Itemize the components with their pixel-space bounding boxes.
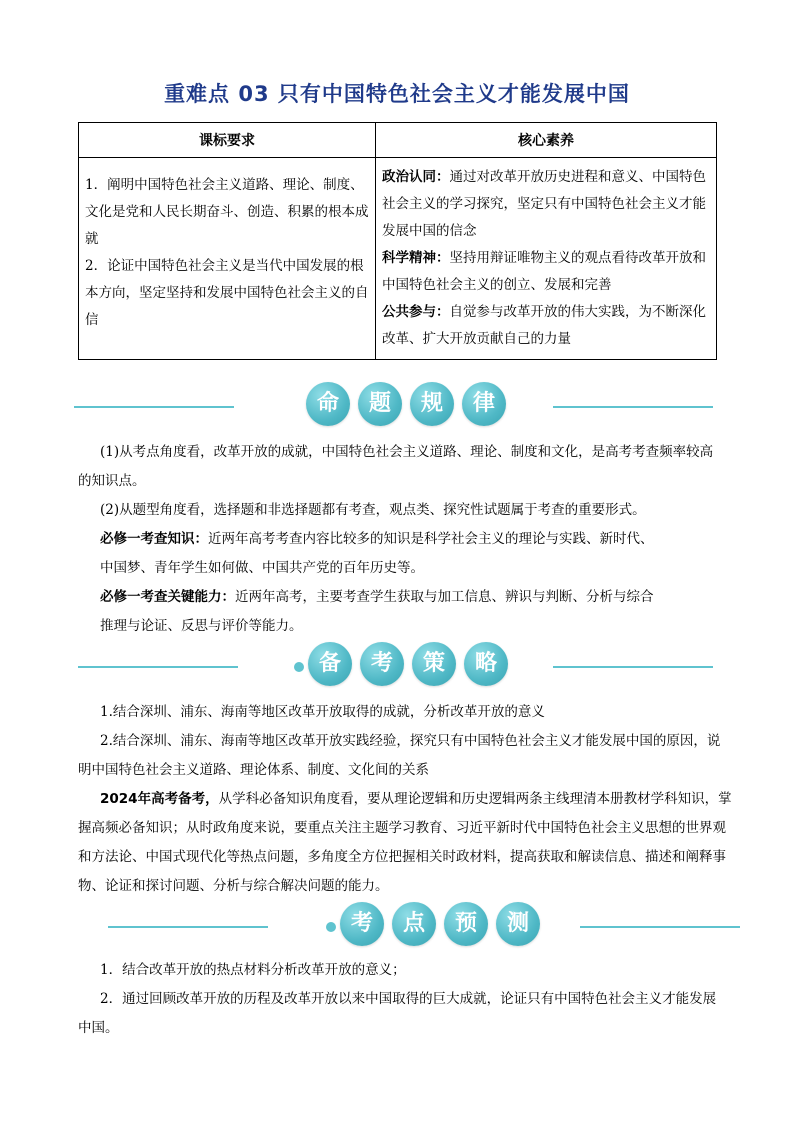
paragraph: 从学科必备知识角度看，要从理论逻辑和历史逻辑两条主线理清本册教材学科知识，掌握高频必备知识；从时政角度来说，要重点关注主题学习教育、习近平新时代中国特色社会主义思想的世界观和方法论、中国式现代化等热点问题，多角度全方位把握相关时政材料，提高获取和解读信息、描述和阐释事物、论证和探讨问题、分析与综合解决问题的能力。 — [78, 791, 732, 894]
standards-table — [78, 122, 717, 360]
literacy-item — [382, 245, 710, 299]
section-exam-pattern-body — [78, 438, 720, 641]
requirement-item: 2．论证中国特色社会主义是当代中国发展的根本方向，坚定坚持和发展中国特色社会主义的自信 — [85, 258, 369, 328]
section-prep-strategy-body — [78, 698, 732, 901]
paragraph: 推理与论证、反思与评价等能力。 — [100, 618, 303, 634]
section-header-forecast — [0, 902, 794, 952]
paragraph: 近两年高考考查内容比较多的知识是科学社会主义的理论与实践、新时代、 — [208, 531, 654, 547]
paragraph: 近两年高考，主要考查学生获取与加工信息、辨识与判断、分析与综合 — [235, 589, 654, 605]
section-header-exam-pattern — [0, 382, 794, 432]
literacy-label: 政治认同： — [382, 169, 450, 185]
header-char: 命 — [306, 382, 350, 426]
literacy-item — [382, 299, 710, 353]
header-char: 考 — [360, 642, 404, 686]
header-char: 考 — [340, 902, 384, 946]
header-char: 备 — [308, 642, 352, 686]
accent-dot — [326, 922, 336, 932]
divider-line — [108, 926, 268, 928]
header-char: 预 — [444, 902, 488, 946]
requirement-item: 1．阐明中国特色社会主义道路、理论、制度、文化是党和人民长期奋斗、创造、积累的根本成就 — [85, 177, 369, 247]
table-header-requirements: 课标要求 — [79, 123, 376, 158]
literacy-text: 坚持用辩证唯物主义的观点看待改革开放和中国特色社会主义的创立、发展和完善 — [382, 250, 706, 293]
divider-line — [580, 926, 740, 928]
literacy-label: 科学精神： — [382, 250, 450, 266]
paragraph: 1．结合改革开放的热点材料分析改革开放的意义； — [100, 962, 406, 978]
header-char: 律 — [462, 382, 506, 426]
paragraph-label: 必修一考查知识： — [100, 531, 208, 547]
literacy-text: 自觉参与改革开放的伟大实践，为不断深化改革、扩大开放贡献自己的力量 — [382, 304, 706, 347]
literacy-label: 公共参与： — [382, 304, 450, 320]
section-forecast-body — [78, 956, 728, 1043]
literacy-item — [382, 164, 710, 245]
accent-dot — [294, 662, 304, 672]
requirements-cell — [79, 158, 376, 360]
header-char: 策 — [412, 642, 456, 686]
page-title: 重难点 03 只有中国特色社会主义才能发展中国 — [164, 82, 630, 106]
divider-line — [74, 406, 234, 408]
divider-line — [553, 406, 713, 408]
divider-line — [78, 666, 238, 668]
header-char: 规 — [410, 382, 454, 426]
section-header-prep-strategy — [0, 642, 794, 692]
paragraph: (1)从考点角度看，改革开放的成就，中国特色社会主义道路、理论、制度和文化，是高考考查频率较高的知识点。 — [78, 444, 714, 489]
paragraph: 2．通过回顾改革开放的历程及改革开放以来中国取得的巨大成就，论证只有中国特色社会主义才能发展中国。 — [78, 991, 717, 1036]
paragraph: 中国梦、青年学生如何做、中国共产党的百年历史等。 — [100, 560, 424, 576]
header-char: 略 — [464, 642, 508, 686]
table-header-literacy: 核心素养 — [376, 123, 717, 158]
divider-line — [553, 666, 713, 668]
header-char: 测 — [496, 902, 540, 946]
header-char: 点 — [392, 902, 436, 946]
paragraph: 2.结合深圳、浦东、海南等地区改革开放实践经验，探究只有中国特色社会主义才能发展中国的原因，说明中国特色社会主义道路、理论体系、制度、文化间的关系 — [78, 733, 721, 778]
literacy-cell — [376, 158, 717, 360]
paragraph-label: 必修一考查关键能力： — [100, 589, 235, 605]
literacy-text: 通过对改革开放历史进程和意义、中国特色社会主义的学习探究，坚定只有中国特色社会主义才能发展中国的信念 — [382, 169, 706, 239]
paragraph: 1.结合深圳、浦东、海南等地区改革开放取得的成就，分析改革开放的意义 — [100, 704, 545, 720]
paragraph: (2)从题型角度看，选择题和非选择题都有考查，观点类、探究性试题属于考查的重要形式。 — [100, 502, 646, 518]
paragraph-label: 2024年高考备考， — [100, 791, 219, 807]
header-char: 题 — [358, 382, 402, 426]
